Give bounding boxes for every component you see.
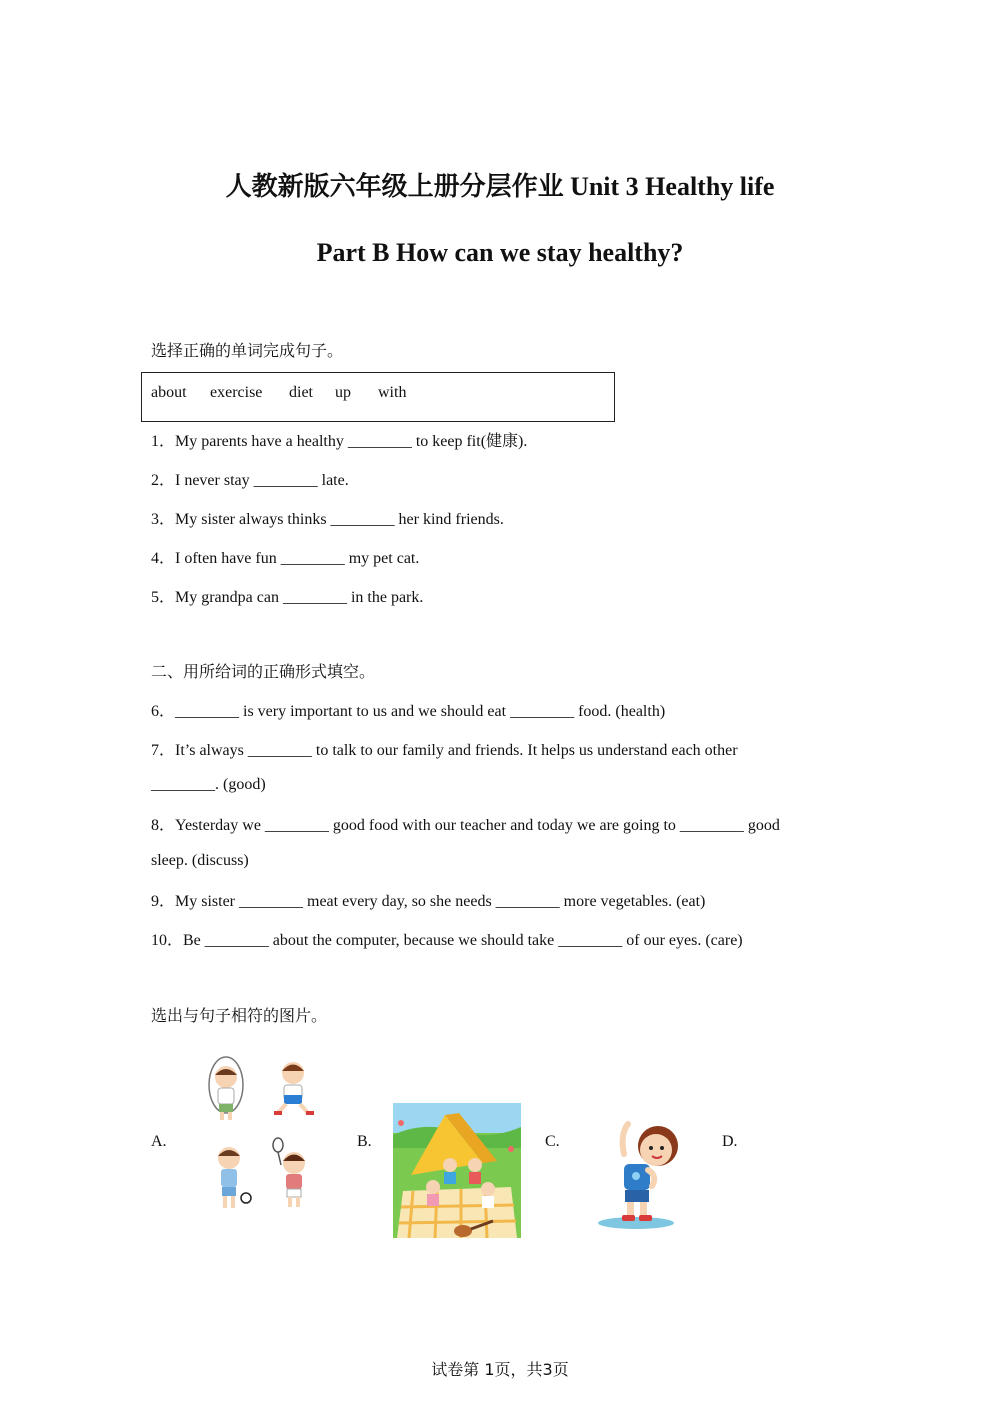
question-1: 1．My parents have a healthy ________ to keep fit(健康). (151, 433, 528, 450)
word-bank-item: about (151, 384, 187, 401)
option-d-label: D. (722, 1133, 738, 1150)
question-4: 4．I often have fun ________ my pet cat. (151, 550, 420, 567)
question-5: 5．My grandpa can ________ in the park. (151, 589, 424, 606)
picnic-picture (393, 1103, 521, 1238)
section1-heading: 选择正确的单词完成句子。 (151, 341, 344, 360)
option-c-label: C. (545, 1133, 560, 1150)
word-bank-item: exercise (210, 384, 263, 401)
word-bank-item: diet (289, 384, 313, 401)
question-9: 9．My sister ________ meat every day, so she needs ________ more vegetables. (eat) (151, 893, 706, 910)
question-8: 8．Yesterday we ________ good food with our teacher and today we are going to ________ good (151, 817, 780, 834)
page-footer: 试卷第 1页，共3页 (431, 1360, 569, 1379)
kids-sports-picture (196, 1055, 326, 1217)
word-bank-box (141, 372, 615, 422)
question-8-cont: sleep. (discuss) (151, 852, 249, 869)
word-bank-item: with (378, 384, 407, 401)
question-6: 6．________ is very important to us and we should eat ________ food. (health) (151, 703, 666, 720)
section3-heading: 选出与句子相符的图片。 (151, 1006, 328, 1025)
question-7-cont: ________. (good) (151, 776, 266, 793)
document-subtitle: Part B How can we stay healthy? (316, 238, 684, 267)
option-a-label: A. (151, 1133, 167, 1150)
document-title: 人教新版六年级上册分层作业 Unit 3 Healthy life (225, 172, 775, 201)
option-b-label: B. (357, 1133, 372, 1150)
word-bank-item: up (335, 384, 351, 401)
question-7: 7．It’s always ________ to talk to our family and friends. It helps us understand each other (151, 742, 738, 759)
boy-stretching-picture (596, 1120, 686, 1232)
question-2: 2．I never stay ________ late. (151, 472, 349, 489)
question-3: 3．My sister always thinks ________ her kind friends. (151, 511, 504, 528)
question-10: 10．Be ________ about the computer, because we should take ________ of our eyes. (care) (151, 932, 743, 949)
section2-heading: 二、用所给词的正确形式填空。 (151, 662, 376, 681)
